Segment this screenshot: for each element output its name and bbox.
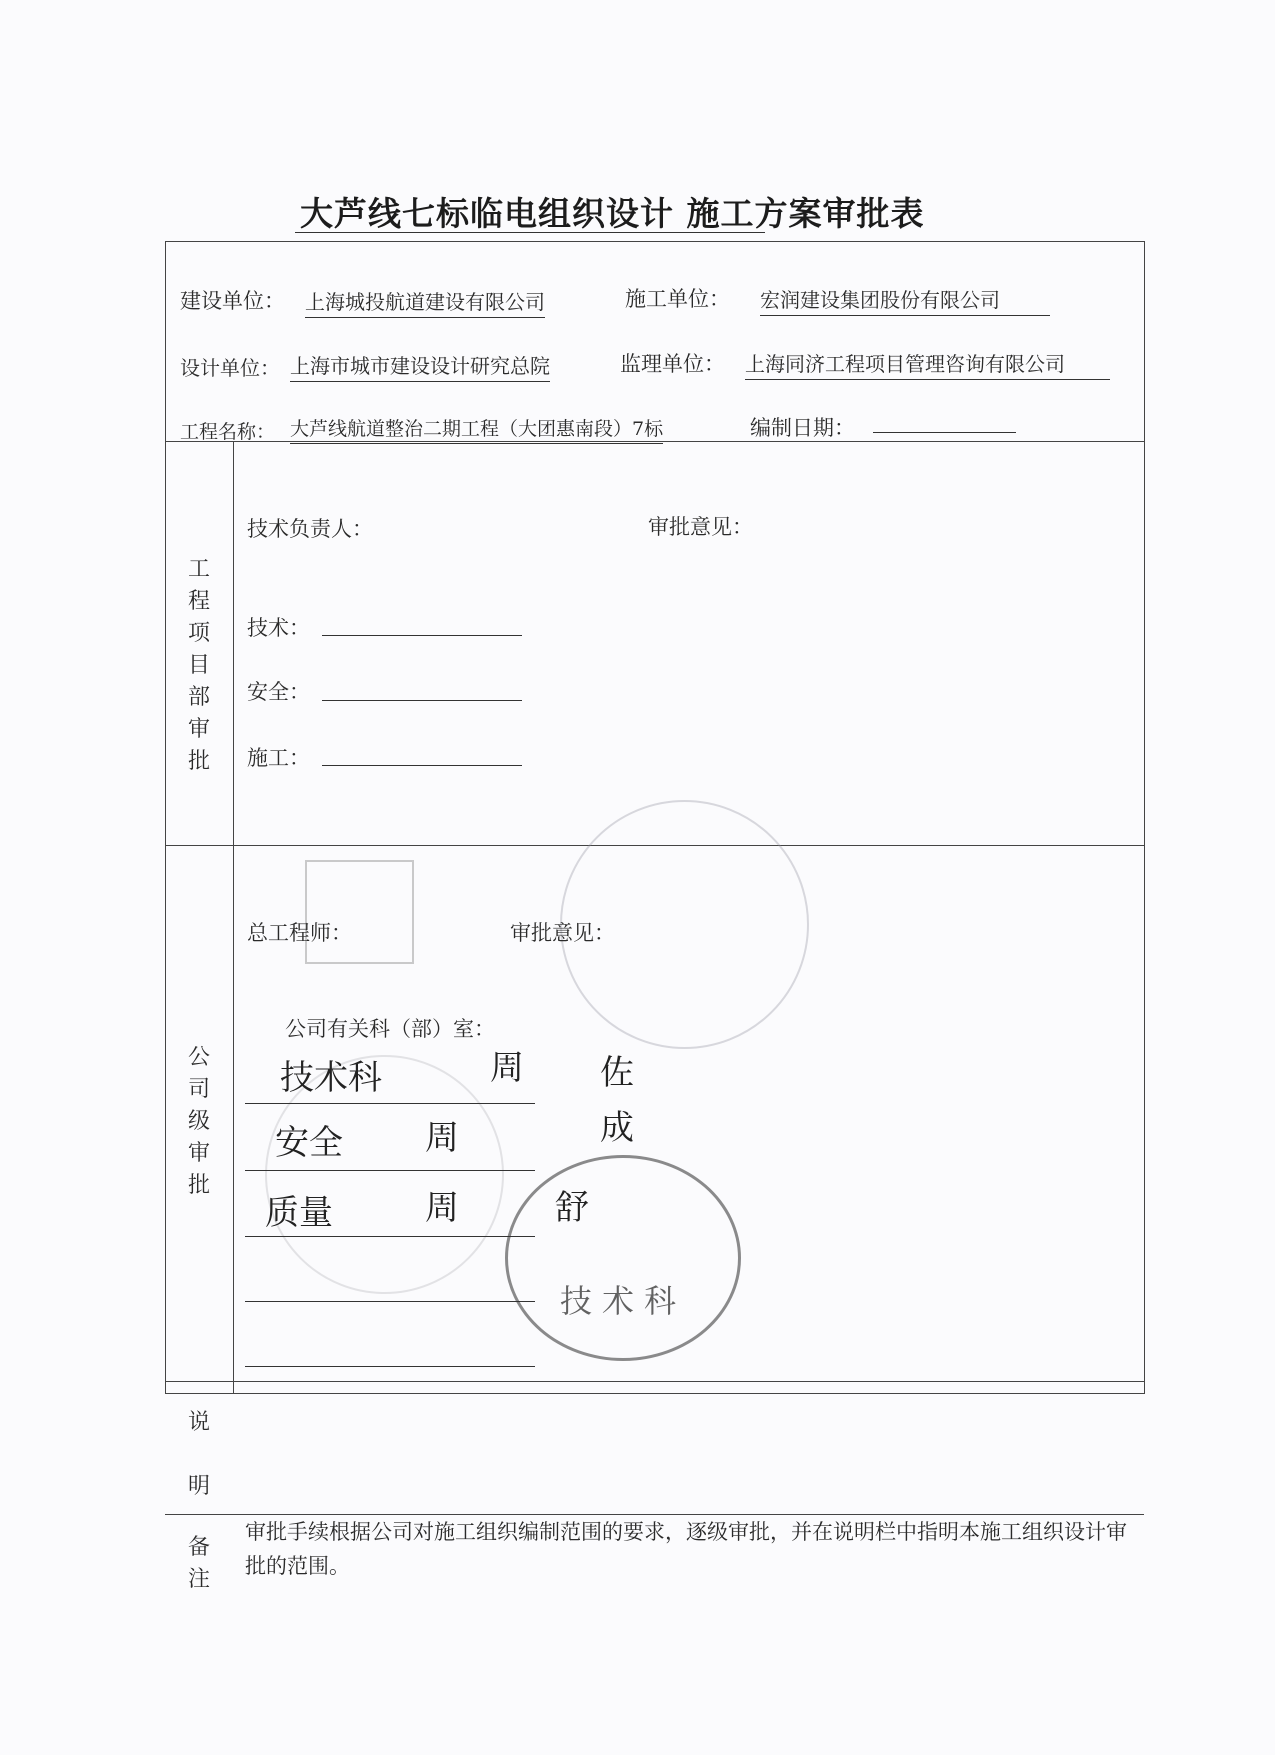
signature-dept-3: 质量 [265,1193,333,1233]
remarks-side-label: 说 明 [187,1410,210,1499]
signature-line-2 [245,1170,535,1171]
company-divider [165,1381,1144,1382]
construction-unit-label: 建设单位： [180,289,285,313]
signature-2b: 成 [600,1108,634,1148]
title-underline [295,232,765,233]
date-label: 编制日期： [750,416,855,440]
contractor-value: 宏润建设集团股份有限公司 [760,284,1050,316]
tech-lead-label: 技术负责人： [247,517,373,541]
signature-line-5 [245,1366,535,1367]
signature-1b: 佐 [600,1053,634,1093]
safety-blank [322,700,522,701]
signature-3a: 周 [425,1188,459,1228]
notes-text: 审批手续根据公司对施工组织编制范围的要求，逐级审批，并在说明栏中指明本施工组织设计审批的范围。 [245,1520,1127,1578]
contractor-label: 施工单位： [625,287,730,311]
chief-engineer-seal [305,860,414,964]
signature-3b: 舒 [555,1188,589,1228]
label-column-divider [233,441,234,1393]
tech-dept-seal [505,1155,741,1361]
seal-text: 技术科 [559,1282,686,1320]
construction-blank [322,765,522,766]
project-name-value: 大芦线航道整治二期工程（大团惠南段）7标 [290,414,663,444]
departments-label: 公司有关科（部）室： [285,1017,495,1041]
construction-unit-value: 上海城投航道建设有限公司 [305,286,545,318]
technical-blank [322,635,522,636]
safety-label: 安全： [247,680,310,704]
company-side-label: 公 司 级 审 批 [187,1045,210,1198]
technical-label: 技术： [247,616,310,640]
design-unit-value: 上海市城市建设设计研究总院 [290,350,550,382]
signature-line-4 [245,1301,535,1302]
signature-line-1 [245,1103,535,1104]
header-divider [165,441,1144,442]
signature-2a: 周 [425,1118,459,1158]
signature-line-3 [245,1236,535,1237]
design-unit-label: 设计单位： [180,356,280,380]
project-opinion-label: 审批意见： [648,515,753,539]
company-opinion-label: 审批意见： [510,921,615,945]
construction-label: 施工： [247,746,310,770]
supervisor-label: 监理单位： [620,352,725,376]
signature-dept-1: 技术科 [280,1058,382,1098]
chief-engineer-label: 总工程师： [247,921,352,945]
notes-side-label: 备 注 [187,1535,210,1592]
date-blank [873,432,1016,433]
form-title: 大芦线七标临电组织设计 施工方案审批表 [300,194,925,233]
supervisor-value: 上海同济工程项目管理咨询有限公司 [745,348,1110,380]
signature-1a: 周 [490,1048,524,1088]
project-name-label: 工程名称： [180,421,276,443]
signature-dept-2: 安全 [275,1123,343,1163]
project-dept-side-label: 工 程 项 目 部 审 批 [187,557,210,774]
